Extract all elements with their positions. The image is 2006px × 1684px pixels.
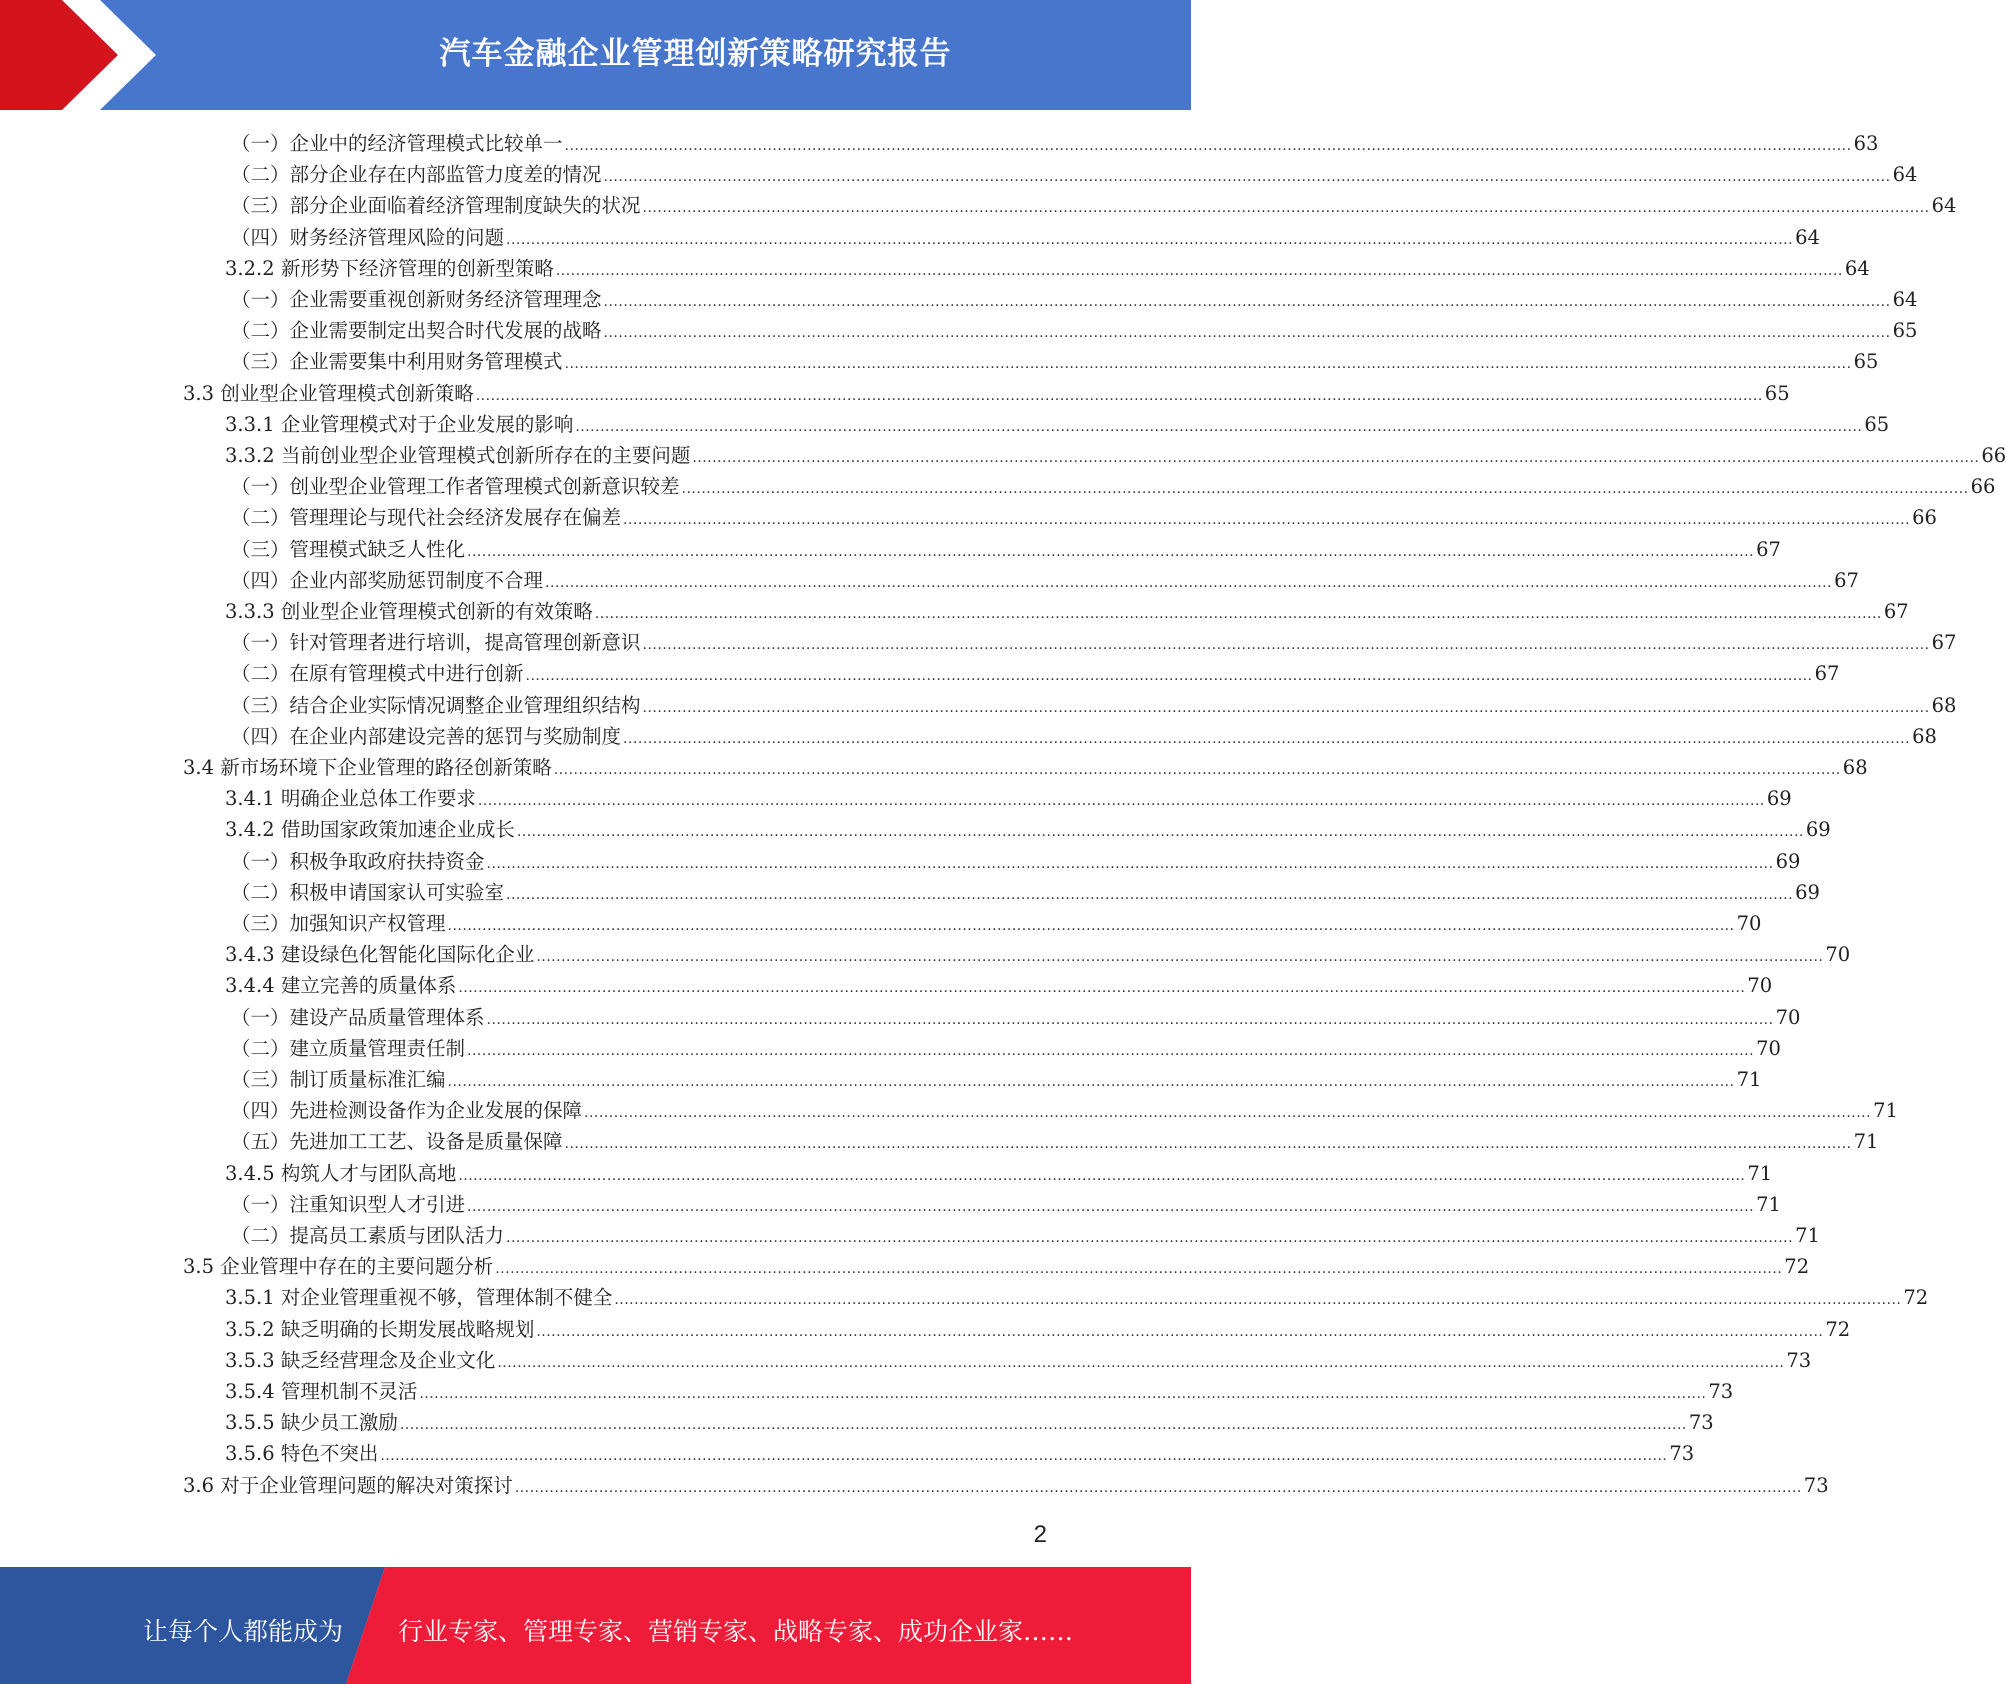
toc-entry-title: 3.4.2 借助国家政策加速企业成长 (225, 818, 515, 842)
toc-dot-leader: .................................................................................................................................................................................................................................................................... (458, 1167, 1746, 1184)
toc-entry-page: 68 (1931, 693, 1957, 717)
page-footer (0, 1567, 1191, 1684)
toc-entry-page: 72 (1825, 1317, 1851, 1341)
toc-entry-page: 73 (1688, 1411, 1714, 1435)
toc-entry-page: 69 (1775, 849, 1801, 873)
toc-dot-leader: .................................................................................................................................................................................................................................................................... (623, 730, 1911, 747)
toc-entry-title: （二）企业需要制定出契合时代发展的战略 (231, 319, 602, 343)
toc-dot-leader: .................................................................................................................................................................................................................................................................... (419, 1386, 1707, 1402)
toc-entry-title: 3.4.1 明确企业总体工作要求 (225, 787, 476, 811)
toc-entry-title: （一）针对管理者进行培训，提高管理创新意识 (231, 631, 641, 655)
toc-entry-title: （四）先进检测设备作为企业发展的保障 (231, 1099, 583, 1123)
toc-entry-page: 71 (1795, 1224, 1820, 1247)
toc-dot-leader: .................................................................................................................................................................................................................................................................... (525, 668, 1813, 685)
toc-entry-title: （二）在原有管理模式中进行创新 (231, 662, 524, 686)
toc-dot-leader: .................................................................................................................................................................................................................................................................... (594, 606, 1882, 622)
toc-entry-title: 3.5 企业管理中存在的主要问题分析 (183, 1255, 494, 1279)
toc-entry-page: 63 (1853, 132, 1879, 155)
page-number: 2 (1033, 1521, 1047, 1548)
toc-entry[interactable] (225, 253, 1870, 284)
toc-entry-page: 64 (1892, 288, 1918, 311)
toc-entry-page: 73 (1669, 1442, 1695, 1466)
toc-dot-leader: .................................................................................................................................................................................................................................................................... (506, 1230, 1794, 1246)
toc-entry[interactable] (231, 222, 1820, 253)
toc-dot-leader: .................................................................................................................................................................................................................................................................... (692, 450, 1980, 466)
toc-entry-page: 65 (1892, 319, 1918, 343)
toc-entry-page: 69 (1805, 818, 1831, 842)
toc-entry-title: （二）建立质量管理责任制 (231, 1036, 466, 1060)
toc-entry-title: （四）财务经济管理风险的问题 (231, 225, 505, 249)
toc-dot-leader: .................................................................................................................................................................................................................................................................... (564, 138, 1852, 154)
toc-entry[interactable] (231, 721, 1937, 752)
toc-dot-leader: .................................................................................................................................................................................................................................................................... (447, 918, 1735, 934)
toc-entry-page: 70 (1825, 943, 1851, 967)
toc-entry-title: （二）提高员工素质与团队活力 (231, 1224, 505, 1247)
toc-entry-title: （二）积极申请国家认可实验室 (231, 880, 505, 904)
toc-entry-title: 3.5.4 管理机制不灵活 (225, 1380, 418, 1403)
toc-dot-leader: .................................................................................................................................................................................................................................................................... (506, 886, 1794, 903)
toc-entry[interactable] (225, 1158, 1773, 1189)
toc-entry-page: 68 (1912, 724, 1937, 748)
toc-entry-title: 3.6 对于企业管理问题的解决对策探讨 (183, 1473, 513, 1497)
toc-entry[interactable] (225, 1376, 1734, 1407)
toc-entry-title: （三）结合企业实际情况调整企业管理组织结构 (231, 693, 641, 717)
toc-entry[interactable] (231, 471, 1996, 502)
toc-entry-page: 64 (1931, 194, 1957, 218)
toc-entry[interactable] (231, 908, 1762, 939)
toc-entry-page: 71 (1873, 1099, 1898, 1123)
toc-entry-title: 3.4.4 建立完善的质量体系 (225, 974, 457, 998)
toc-entry[interactable] (231, 190, 1957, 221)
toc-entry[interactable] (231, 1189, 1781, 1220)
toc-entry[interactable] (231, 284, 1918, 315)
toc-entry[interactable] (231, 1126, 1879, 1157)
toc-dot-leader: .................................................................................................................................................................................................................................................................... (506, 231, 1794, 248)
toc-entry-page: 73 (1786, 1348, 1812, 1372)
toc-entry-page: 70 (1747, 974, 1773, 998)
toc-entry-page: 66 (1970, 475, 1996, 499)
toc-dot-leader: .................................................................................................................................................................................................................................................................... (467, 543, 1755, 560)
toc-entry[interactable] (231, 1095, 1898, 1126)
toc-entry[interactable] (183, 752, 1868, 783)
toc-entry-title: （三）企业需要集中利用财务管理模式 (231, 350, 563, 374)
toc-entry[interactable] (231, 315, 1918, 346)
toc-dot-leader: .................................................................................................................................................................................................................................................................... (467, 1198, 1755, 1215)
toc-entry-title: 3.5.3 缺乏经营理念及企业文化 (225, 1348, 496, 1372)
toc-dot-leader: .................................................................................................................................................................................................................................................................... (536, 949, 1824, 966)
toc-entry[interactable] (231, 658, 1840, 689)
toc-entry-page: 66 (1981, 444, 2006, 467)
toc-dot-leader: .................................................................................................................................................................................................................................................................... (642, 699, 1930, 716)
toc-entry-page: 65 (1764, 381, 1790, 405)
toc-entry-title: 3.3 创业型企业管理模式创新策略 (183, 381, 474, 405)
page-header (0, 0, 1191, 110)
toc-entry-page: 66 (1912, 506, 1937, 530)
toc-dot-leader: .................................................................................................................................................................................................................................................................... (495, 1261, 1783, 1278)
toc-entry-page: 64 (1844, 256, 1870, 280)
toc-entry[interactable] (231, 346, 1879, 377)
toc-entry-title: 3.4.5 构筑人才与团队高地 (225, 1161, 457, 1185)
toc-dot-leader: .................................................................................................................................................................................................................................................................... (467, 1042, 1755, 1059)
toc-dot-leader: .................................................................................................................................................................................................................................................................... (584, 1105, 1872, 1122)
toc-dot-leader: .................................................................................................................................................................................................................................................................... (564, 356, 1852, 373)
toc-entry[interactable] (225, 596, 1909, 627)
toc-dot-leader: .................................................................................................................................................................................................................................................................... (458, 980, 1746, 997)
toc-dot-leader: .................................................................................................................................................................................................................................................................... (514, 1479, 1802, 1496)
toc-dot-leader: .................................................................................................................................................................................................................................................................... (399, 1417, 1687, 1434)
toc-entry-page: 72 (1903, 1286, 1929, 1310)
toc-dot-leader: .................................................................................................................................................................................................................................................................... (564, 1136, 1852, 1153)
toc-dot-leader: .................................................................................................................................................................................................................................................................... (380, 1448, 1668, 1465)
toc-entry-title: （四）在企业内部建设完善的惩罚与奖励制度 (231, 724, 622, 748)
toc-entry-page: 71 (1736, 1068, 1762, 1091)
toc-dot-leader: .................................................................................................................................................................................................................................................................... (575, 418, 1863, 435)
toc-entry[interactable] (225, 783, 1792, 814)
toc-entry-title: （二）管理理论与现代社会经济发展存在偏差 (231, 506, 622, 530)
toc-dot-leader: .................................................................................................................................................................................................................................................................... (555, 262, 1843, 279)
toc-dot-leader: .................................................................................................................................................................................................................................................................... (486, 855, 1774, 872)
toc-dot-leader: .................................................................................................................................................................................................................................................................... (642, 200, 1930, 217)
toc-dot-leader: .................................................................................................................................................................................................................................................................... (497, 1354, 1785, 1371)
toc-entry-page: 72 (1784, 1255, 1810, 1279)
toc-entry[interactable] (183, 1470, 1829, 1501)
toc-entry-page: 69 (1766, 787, 1792, 811)
toc-entry[interactable] (231, 565, 1859, 596)
toc-dot-leader: .................................................................................................................................................................................................................................................................... (553, 762, 1841, 778)
toc-entry-title: 3.5.2 缺乏明确的长期发展战略规划 (225, 1317, 535, 1341)
toc-entry-title: （二）部分企业存在内部监管力度差的情况 (231, 163, 602, 187)
toc-entry-title: 3.3.2 当前创业型企业管理模式创新所存在的主要问题 (225, 444, 691, 467)
toc-dot-leader: .................................................................................................................................................................................................................................................................... (623, 512, 1911, 529)
toc-entry-title: 3.5.1 对企业管理重视不够，管理体制不健全 (225, 1286, 613, 1310)
toc-dot-leader: .................................................................................................................................................................................................................................................................... (536, 1323, 1824, 1340)
toc-dot-leader: .................................................................................................................................................................................................................................................................... (516, 824, 1804, 841)
toc-entry[interactable] (231, 877, 1820, 908)
toc-entry[interactable] (231, 1220, 1820, 1251)
toc-entry[interactable] (225, 440, 2006, 471)
footer-slogan-right: 行业专家、管理专家、营销专家、战略专家、成功企业家…… (398, 1617, 1074, 1646)
toc-entry[interactable] (231, 627, 1957, 658)
toc-entry-page: 71 (1853, 1130, 1879, 1154)
toc-entry-page: 69 (1795, 880, 1820, 904)
toc-entry[interactable] (231, 1064, 1762, 1095)
toc-dot-leader: .................................................................................................................................................................................................................................................................... (447, 1074, 1735, 1090)
toc-entry-title: （三）制订质量标准汇编 (231, 1068, 446, 1091)
toc-entry-page: 65 (1864, 412, 1890, 436)
toc-entry-page: 64 (1892, 163, 1918, 187)
toc-entry-title: （一）企业中的经济管理模式比较单一 (231, 132, 563, 155)
toc-entry-page: 71 (1756, 1192, 1781, 1216)
toc-entry-page: 67 (1883, 600, 1909, 623)
toc-entry-page: 73 (1803, 1473, 1829, 1497)
toc-entry-page: 68 (1842, 756, 1868, 779)
toc-entry-title: （四）企业内部奖励惩罚制度不合理 (231, 568, 544, 592)
toc-entry[interactable] (225, 1438, 1695, 1469)
toc-dot-leader: .................................................................................................................................................................................................................................................................... (475, 387, 1763, 404)
toc-entry-page: 73 (1708, 1380, 1734, 1403)
toc-entry-page: 71 (1747, 1161, 1773, 1185)
toc-entry-title: 3.4.3 建设绿色化智能化国际化企业 (225, 943, 535, 967)
toc-dot-leader: .................................................................................................................................................................................................................................................................... (486, 1011, 1774, 1028)
toc-entry[interactable] (231, 159, 1918, 190)
toc-entry-title: （一）积极争取政府扶持资金 (231, 849, 485, 873)
toc-entry-page: 67 (1756, 537, 1781, 561)
toc-entry[interactable] (231, 534, 1781, 565)
toc-entry-title: 3.2.2 新形势下经济管理的创新型策略 (225, 256, 554, 280)
toc-entry[interactable] (225, 1282, 1929, 1313)
toc-entry[interactable] (225, 1314, 1851, 1345)
toc-entry[interactable] (231, 1033, 1781, 1064)
toc-dot-leader: .................................................................................................................................................................................................................................................................... (614, 1292, 1902, 1309)
footer-slogan-left: 让每个人都能成为 (143, 1617, 344, 1646)
toc-entry[interactable] (225, 970, 1773, 1001)
toc-entry-page: 67 (1814, 662, 1840, 686)
toc-entry-page: 70 (1736, 912, 1762, 935)
toc-dot-leader: .................................................................................................................................................................................................................................................................... (545, 574, 1833, 591)
toc-entry-title: （三）部分企业面临着经济管理制度缺失的状况 (231, 194, 641, 218)
toc-entry[interactable] (231, 502, 1937, 533)
toc-entry-page: 64 (1795, 225, 1820, 249)
toc-dot-leader: .................................................................................................................................................................................................................................................................... (477, 793, 1765, 810)
toc-entry-title: 3.3.3 创业型企业管理模式创新的有效策略 (225, 600, 593, 623)
toc-entry-title: 3.3.1 企业管理模式对于企业发展的影响 (225, 412, 574, 436)
toc-entry-title: 3.5.6 特色不突出 (225, 1442, 379, 1466)
toc-entry[interactable] (225, 939, 1851, 970)
toc-entry[interactable] (225, 1407, 1714, 1438)
toc-entry[interactable] (231, 690, 1957, 721)
toc-entry[interactable] (183, 378, 1790, 409)
toc-entry[interactable] (231, 846, 1801, 877)
toc-entry-title: （三）加强知识产权管理 (231, 912, 446, 935)
toc-entry[interactable] (225, 814, 1831, 845)
toc-entry-title: 3.5.5 缺少员工激励 (225, 1411, 398, 1435)
toc-entry-title: 3.4 新市场环境下企业管理的路径创新策略 (183, 756, 552, 779)
toc-entry-title: （一）创业型企业管理工作者管理模式创新意识较差 (231, 475, 680, 499)
toc-entry[interactable] (231, 1002, 1801, 1033)
toc-entry-page: 65 (1853, 350, 1879, 374)
toc-dot-leader: .................................................................................................................................................................................................................................................................... (603, 294, 1891, 310)
toc-entry-title: （一）建设产品质量管理体系 (231, 1005, 485, 1029)
toc-entry-page: 67 (1931, 631, 1957, 655)
toc-dot-leader: .................................................................................................................................................................................................................................................................... (603, 325, 1891, 342)
toc-entry[interactable] (225, 409, 1890, 440)
toc-entry-page: 67 (1834, 568, 1859, 592)
toc-dot-leader: .................................................................................................................................................................................................................................................................... (642, 637, 1930, 654)
toc-entry-title: （一）注重知识型人才引进 (231, 1192, 466, 1216)
toc-entry[interactable] (231, 128, 1879, 159)
report-title: 汽车金融企业管理创新策略研究报告 (439, 36, 952, 72)
toc-entry[interactable] (183, 1251, 1810, 1282)
toc-entry-title: （三）管理模式缺乏人性化 (231, 537, 466, 561)
toc-dot-leader: .................................................................................................................................................................................................................................................................... (681, 481, 1969, 498)
toc-entry-title: （一）企业需要重视创新财务经济管理理念 (231, 288, 602, 311)
toc-dot-leader: .................................................................................................................................................................................................................................................................... (603, 169, 1891, 186)
toc-entry-page: 70 (1775, 1005, 1801, 1029)
toc-entry-title: （五）先进加工工艺、设备是质量保障 (231, 1130, 563, 1154)
toc-entry-page: 70 (1756, 1036, 1781, 1060)
toc-entry[interactable] (225, 1345, 1812, 1376)
